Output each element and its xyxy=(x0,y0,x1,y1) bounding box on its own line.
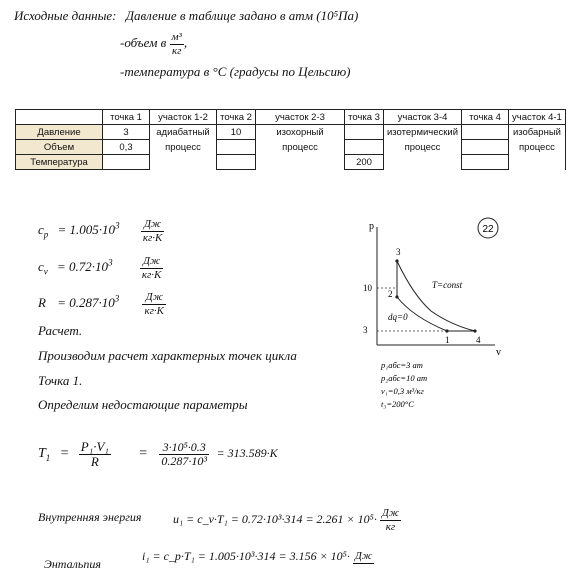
label-pt1: 1 xyxy=(445,335,450,345)
point-1-marker xyxy=(445,329,448,332)
const-cv xyxy=(38,254,163,282)
formula-T1 xyxy=(38,440,278,468)
i1-expr-wrap xyxy=(142,549,374,564)
R-unit-den: кг·К xyxy=(144,305,164,317)
col-point3: точка 3 xyxy=(345,110,384,125)
cell-process-23a: изохорный xyxy=(256,125,345,140)
volume-unit-num: м³ xyxy=(171,31,182,43)
isotherm-3-4 xyxy=(397,261,475,331)
R-exp: 3 xyxy=(114,293,120,304)
volume-unit-den: кг xyxy=(171,45,182,57)
col-segment23: участок 2-3 xyxy=(256,110,345,125)
u1-label: Внутренняя энергия xyxy=(38,510,142,524)
R-symbol: R xyxy=(38,294,46,310)
table-row xyxy=(16,140,566,155)
point-2-marker xyxy=(395,295,398,298)
cell-process-41c xyxy=(509,155,566,170)
axis-v-label: v xyxy=(496,347,501,358)
i1-expr: i₁ = c_p·T₁ = 1.005·10³·314 = 3.156 × 10⁵· xyxy=(142,549,350,563)
col-point1: точка 1 xyxy=(103,110,150,125)
label-pt3: 3 xyxy=(396,247,401,257)
T1-frac1 xyxy=(79,440,111,468)
i1-label: Энтальпия xyxy=(44,557,101,571)
T1-eq2: = xyxy=(138,446,148,462)
cell-pressure-p3 xyxy=(345,125,384,140)
table-row xyxy=(16,125,566,140)
row-label-pressure: Давление xyxy=(16,125,103,140)
u1-expr: u₁ = c_v·T₁ = 0.72·10³·314 = 2.261 × 10⁵· xyxy=(173,511,377,526)
cell-pressure-p4 xyxy=(462,125,509,140)
cell-process-41b: процесс xyxy=(509,140,566,155)
cp-unit xyxy=(141,217,165,245)
tick-3: 3 xyxy=(363,325,368,335)
R-unit xyxy=(142,290,166,318)
point-4-marker xyxy=(473,329,476,332)
const-R xyxy=(38,290,166,318)
cv-sub: v xyxy=(43,266,48,277)
label-tconst: T=const xyxy=(432,280,463,290)
u1-unit xyxy=(380,506,401,534)
T1-symbol: T xyxy=(38,446,46,462)
cell-pressure-p2: 10 xyxy=(217,125,256,140)
volume-unit-fraction xyxy=(170,30,184,58)
col-point2: точка 2 xyxy=(217,110,256,125)
u1-unit-num: Дж xyxy=(381,507,400,519)
cell-volume-p1: 0,3 xyxy=(103,140,150,155)
cp-exp: 3 xyxy=(115,220,120,231)
T1-frac2 xyxy=(159,440,209,468)
col-segment34: участок 3-4 xyxy=(384,110,462,125)
cell-temperature-p2 xyxy=(217,155,256,170)
formula-u1 xyxy=(38,507,568,533)
badge-number: 22 xyxy=(482,224,494,235)
T1-sub: 1 xyxy=(45,453,51,464)
R-value: = 0.287·10 xyxy=(57,294,115,310)
cv-exp: 3 xyxy=(108,257,113,268)
cell-volume-p3 xyxy=(345,140,384,155)
tick-10: 10 xyxy=(363,283,372,293)
header-volume-line xyxy=(120,30,187,58)
cell-pressure-p1: 3 xyxy=(103,125,150,140)
table-header-row xyxy=(16,110,566,125)
i1-unit-num: Дж xyxy=(354,550,373,562)
table-corner-cell xyxy=(16,110,103,125)
cell-process-34a: изотермический xyxy=(384,125,462,140)
T1-eq: = xyxy=(59,446,70,462)
i1-unit xyxy=(353,549,374,564)
u1-expr-wrap xyxy=(173,506,401,534)
T1-num2: 3·10⁵·0.3 xyxy=(159,440,209,455)
T1-num: P₁·V₁ xyxy=(80,439,109,454)
cp-symbol: c xyxy=(38,221,44,237)
cp-value: = 1.005·10 xyxy=(57,221,116,237)
note-p1: p₁абс=3 ат xyxy=(381,360,423,370)
pv-diagram xyxy=(355,215,515,415)
const-cp xyxy=(38,217,164,245)
cell-temperature-p3: 200 xyxy=(345,155,384,170)
cell-process-23c xyxy=(256,155,345,170)
cp-unit-num: Дж xyxy=(141,217,165,232)
cv-unit-num: Дж xyxy=(140,254,164,269)
u1-unit-den: кг xyxy=(385,521,396,533)
cv-unit-den: кг·К xyxy=(141,269,162,281)
cell-process-12c xyxy=(150,155,217,170)
cell-process-34c xyxy=(384,155,462,170)
cell-volume-p4 xyxy=(462,140,509,155)
label-pt4: 4 xyxy=(476,335,481,345)
text-calc: Расчет. xyxy=(38,323,83,338)
text-points: Производим расчет характерных точек цикла xyxy=(38,348,297,363)
note-p2: p₂абс=10 ат xyxy=(381,373,428,383)
cell-process-12a: адиабатный xyxy=(150,125,217,140)
text-missing: Определим недостающие параметры xyxy=(38,397,248,412)
col-point4: точка 4 xyxy=(462,110,509,125)
header-temperature: -температура в °С (градусы по Цельсию) xyxy=(120,64,351,79)
cell-volume-p2 xyxy=(217,140,256,155)
source-data-table xyxy=(15,109,566,170)
axis-p-label: p xyxy=(369,221,374,232)
cv-symbol: c xyxy=(38,258,44,274)
T1-result: = 313.589·K xyxy=(216,446,278,461)
label-dq: dq=0 xyxy=(388,312,408,322)
formula-i1 xyxy=(44,549,564,573)
cell-process-12b: процесс xyxy=(150,140,217,155)
cell-process-41a: изобарный xyxy=(509,125,566,140)
col-segment12: участок 1-2 xyxy=(150,110,217,125)
cp-sub: p xyxy=(43,229,49,240)
T1-den: R xyxy=(90,454,99,469)
note-v1: v₁=0,3 м³/кг xyxy=(381,386,424,396)
header-intro-line xyxy=(14,8,358,24)
row-label-volume: Объем xyxy=(16,140,103,155)
col-segment41: участок 4-1 xyxy=(509,110,566,125)
cv-unit xyxy=(140,254,164,282)
note-t3: t₃=200°С xyxy=(381,399,414,409)
table-row xyxy=(16,155,566,170)
header-pressure: Давление в таблице задано в атм (10⁵Па) xyxy=(125,8,359,23)
R-unit-num: Дж xyxy=(142,290,166,305)
header-volume-suffix: , xyxy=(183,34,188,50)
cell-process-23b: процесс xyxy=(256,140,345,155)
cp-unit-den: кг·К xyxy=(142,232,163,244)
cell-temperature-p4 xyxy=(462,155,509,170)
cell-temperature-p1 xyxy=(103,155,150,170)
cell-process-34b: процесс xyxy=(384,140,462,155)
T1-den2: 0.287·10³ xyxy=(161,454,207,468)
header-intro: Исходные данные: xyxy=(14,8,117,23)
cv-value: = 0.72·10 xyxy=(57,258,109,274)
label-pt2: 2 xyxy=(388,289,393,299)
header-volume-prefix: -объем в xyxy=(120,34,167,50)
point-3-marker xyxy=(395,259,398,262)
text-point1: Точка 1. xyxy=(38,373,83,388)
row-label-temperature: Температура xyxy=(16,155,103,170)
